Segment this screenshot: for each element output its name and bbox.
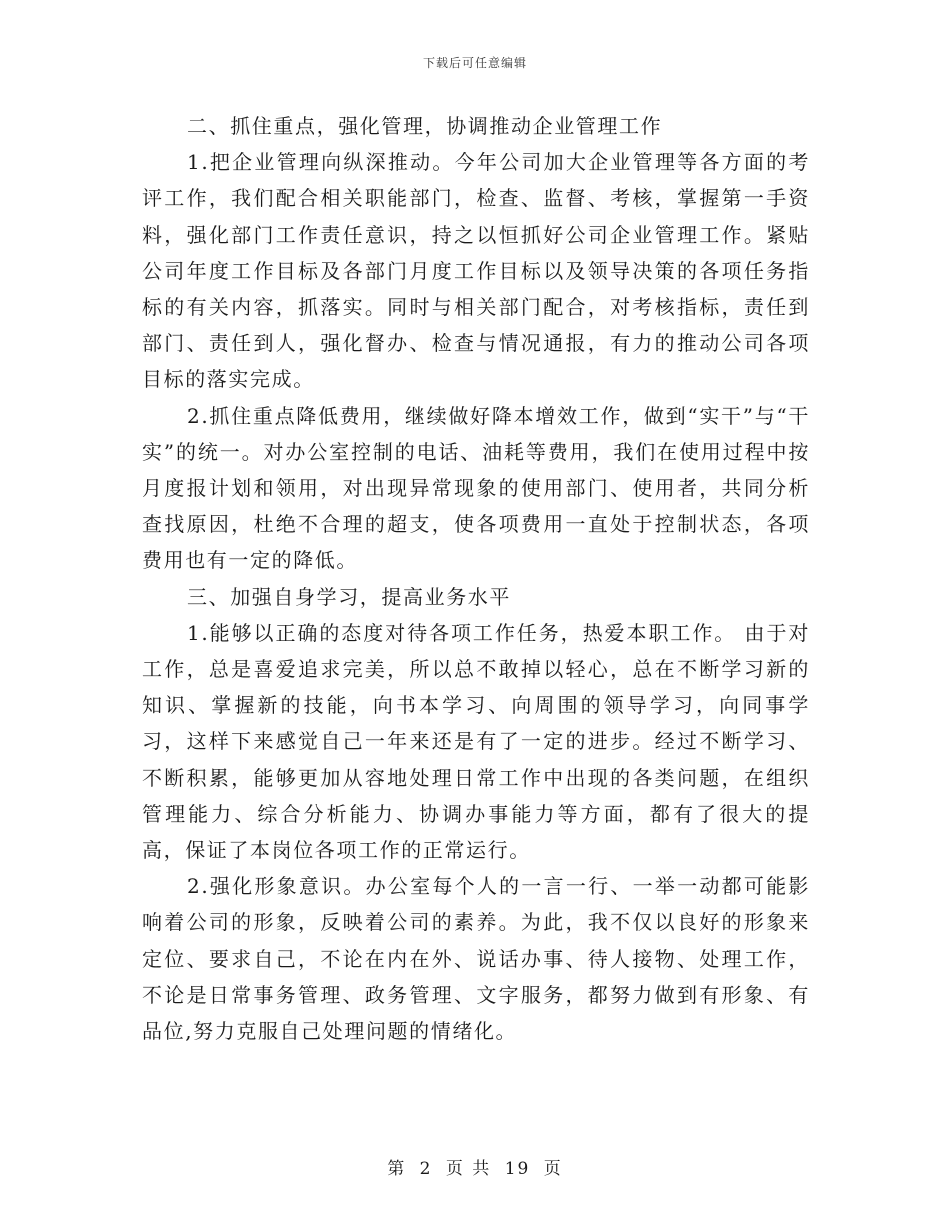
footer-total-pages: 19 bbox=[504, 1159, 531, 1179]
section-heading-3: 三、加强自身学习，提高业务水平 bbox=[187, 584, 511, 609]
page-footer bbox=[0, 1154, 950, 1179]
section-heading-2: 二、抓住重点，强化管理，协调推动企业管理工作 bbox=[187, 114, 663, 138]
body-paragraph: 1.能够以正确的态度对待各项工作任务，热爱本职工作。 由于对工作，总是喜爱追求完美，所以总不敢掉以轻心，总在不断学习新的知识、掌握新的技能，向书本学习、向周围的领导学习，向同事学习，这样下来感觉自己一年来还是有了一定的进步。经过不断学习、不断积累，能够更加从容地处理日常工作中出现的各类问题，在组织管理能力、综合分析能力、协调办事能力等方面，都有了很大的提高，保证了本岗位各项工作的正常运行。 bbox=[142, 620, 810, 863]
page-header: 下载后可任意编辑 bbox=[422, 56, 527, 70]
footer-prefix: 第 bbox=[387, 1159, 407, 1179]
body-paragraph: 1.把企业管理向纵深推动。今年公司加大企业管理等各方面的考评工作，我们配合相关职能部门，检查、监督、考核，掌握第一手资料，强化部门工作责任意识，持之以恒抓好公司企业管理工作。紧贴公司年度工作目标及各部门月度工作目标以及领导决策的各项任务指标的有关内容，抓落实。同时与相关部门配合，对考核指标，责任到部门、责任到人，强化督办、检查与情况通报，有力的推动公司各项目标的落实完成。 bbox=[142, 150, 810, 392]
footer-suffix: 页 bbox=[543, 1159, 563, 1179]
footer-middle: 页 共 bbox=[445, 1159, 492, 1179]
body-paragraph: 2.抓住重点降低费用，继续做好降本增效工作，做到“实干”与“干实”的统一。对办公室控制的电话、油耗等费用，我们在使用过程中按月度报计划和领用，对出现异常现象的使用部门、使用者，共同分析查找原因，杜绝不合理的超支，使各项费用一直处于控制状态，各项费用也有一定的降低。 bbox=[142, 403, 810, 573]
body-paragraph: 2.强化形象意识。办公室每个人的一言一行、一举一动都可能影响着公司的形象，反映着公司的素养。为此，我不仅以良好的形象来定位、要求自己，不论在内在外、说话办事、待人接物、处理工作，不论是日常事务管理、政务管理、文字服务，都努力做到有形象、有品位,努力克服自己处理问题的情绪化。 bbox=[142, 874, 810, 1044]
footer-page-number: 2 bbox=[419, 1159, 433, 1179]
document-body bbox=[142, 108, 810, 1049]
